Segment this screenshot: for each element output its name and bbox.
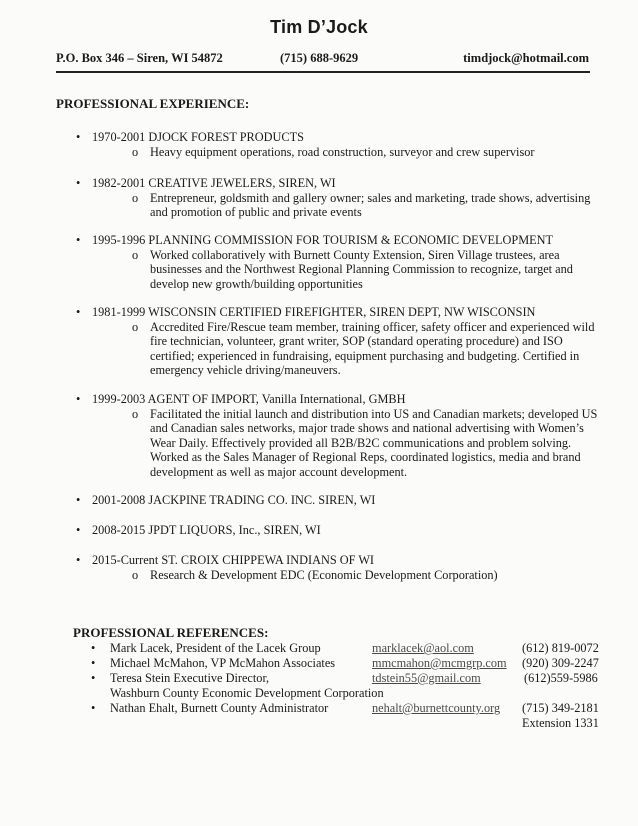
reference-email-link[interactable]: mmcmahon@mcmgrp.com <box>372 656 507 670</box>
experience-item <box>76 493 606 508</box>
bullet-icon: • <box>76 233 81 247</box>
resume-name: Tim D’Jock <box>270 17 368 37</box>
experience-heading: 2008-2015 JPDT LIQUORS, Inc., SIREN, WI <box>92 523 321 537</box>
experience-heading: 1995-1996 PLANNING COMMISSION FOR TOURISM & ECONOMIC DEVELOPMENT <box>92 233 554 247</box>
sub-bullet-icon: o <box>132 247 139 262</box>
reference-email-link[interactable]: nehalt@burnettcounty.org <box>372 701 501 715</box>
experience-item <box>76 130 606 159</box>
contact-email: timdjock@hotmail.com <box>463 51 589 65</box>
experience-item <box>76 392 606 480</box>
reference-name: Michael McMahon, VP McMahon Associates <box>110 656 336 670</box>
bullet-icon: • <box>76 553 81 567</box>
bullet-icon: • <box>76 305 81 319</box>
experience-section-title: PROFESSIONAL EXPERIENCE: <box>56 96 250 111</box>
experience-item <box>76 305 606 378</box>
bullet-icon: • <box>91 641 96 655</box>
bullet-icon: • <box>91 656 96 670</box>
bullet-icon: • <box>76 130 81 144</box>
bullet-icon: • <box>91 701 96 715</box>
sub-bullet-icon: o <box>132 406 139 421</box>
bullet-icon: • <box>76 392 81 406</box>
experience-heading: 1981-1999 WISCONSIN CERTIFIED FIREFIGHTER, SIREN DEPT, NW WISCONSIN <box>92 305 536 319</box>
bullet-icon: • <box>91 671 96 685</box>
experience-detail: Entrepreneur, goldsmith and gallery owner; sales and marketing, trade shows, advertising and promotion of public and private events <box>150 190 591 220</box>
bullet-icon: • <box>76 523 81 537</box>
reference-name: Teresa Stein Executive Director, <box>110 671 270 685</box>
reference-name: Mark Lacek, President of the Lacek Group <box>110 641 321 655</box>
experience-detail: Research & Development EDC (Economic Development Corporation) <box>150 567 498 582</box>
sub-bullet-icon: o <box>132 319 139 334</box>
bullet-icon: • <box>76 176 81 190</box>
contact-phone: (715) 688-9629 <box>280 51 359 65</box>
reference-email-link[interactable]: tdstein55@gmail.com <box>372 671 481 685</box>
bullet-icon: • <box>76 493 81 507</box>
experience-item <box>76 523 606 538</box>
experience-heading: 1982-2001 CREATIVE JEWELERS, SIREN, WI <box>92 176 336 190</box>
experience-item <box>76 553 606 582</box>
experience-heading: 2001-2008 JACKPINE TRADING CO. INC. SIREN, WI <box>92 493 376 507</box>
sub-bullet-icon: o <box>132 567 139 582</box>
reference-phone: (715) 349-2181 <box>522 701 599 715</box>
references-section-title: PROFESSIONAL REFERENCES: <box>73 625 269 640</box>
experience-item <box>76 176 606 220</box>
reference-phone: (920) 309-2247 <box>522 656 599 670</box>
reference-email-link[interactable]: marklacek@aol.com <box>372 641 474 655</box>
sub-bullet-icon: o <box>132 190 139 205</box>
reference-phone: (612) 819-0072 <box>522 641 599 655</box>
experience-detail: Facilitated the initial launch and distribution into US and Canadian markets; developed US and Canadian sales networks, major trade shows and national advertising with Women’s Wear Daily. Effectively provided all B2B/B2C communications and problem solving. Worked as the Sales Manager of Regional Reps, coordinated logistics, media and brand development as well as major account development. <box>150 406 598 479</box>
contact-address: P.O. Box 346 – Siren, WI 54872 <box>56 51 223 65</box>
sub-bullet-icon: o <box>132 144 139 159</box>
experience-detail: Accredited Fire/Rescue team member, training officer, safety officer and experienced wild fire technician, volunteer, grant writer, SOP (standard operating procedure) and ISO certified; experienced in fundraising, equipment purchasing and budgeting. Certified in emergency vehicle driving/maneuvers. <box>150 319 595 378</box>
experience-heading: 1999-2003 AGENT OF IMPORT, Vanilla International, GMBH <box>92 392 406 406</box>
experience-heading: 2015-Current ST. CROIX CHIPPEWA INDIANS OF WI <box>92 553 375 567</box>
experience-item <box>76 233 606 291</box>
experience-detail: Heavy equipment operations, road construction, surveyor and crew supervisor <box>150 144 535 159</box>
experience-heading: 1970-2001 DJOCK FOREST PRODUCTS <box>92 130 304 144</box>
reference-phone: (612)559-5986 <box>524 671 598 685</box>
reference-organization: Washburn County Economic Development Corporation <box>110 686 384 700</box>
header-divider <box>56 71 590 73</box>
experience-detail: Worked collaboratively with Burnett County Extension, Siren Village trustees, area businesses and the Northwest Regional Planning Commission to recognize, target and develop new growth/building opportunities <box>150 247 573 291</box>
reference-name: Nathan Ehalt, Burnett County Administrator <box>110 701 329 715</box>
reference-extension: Extension 1331 <box>522 716 599 730</box>
